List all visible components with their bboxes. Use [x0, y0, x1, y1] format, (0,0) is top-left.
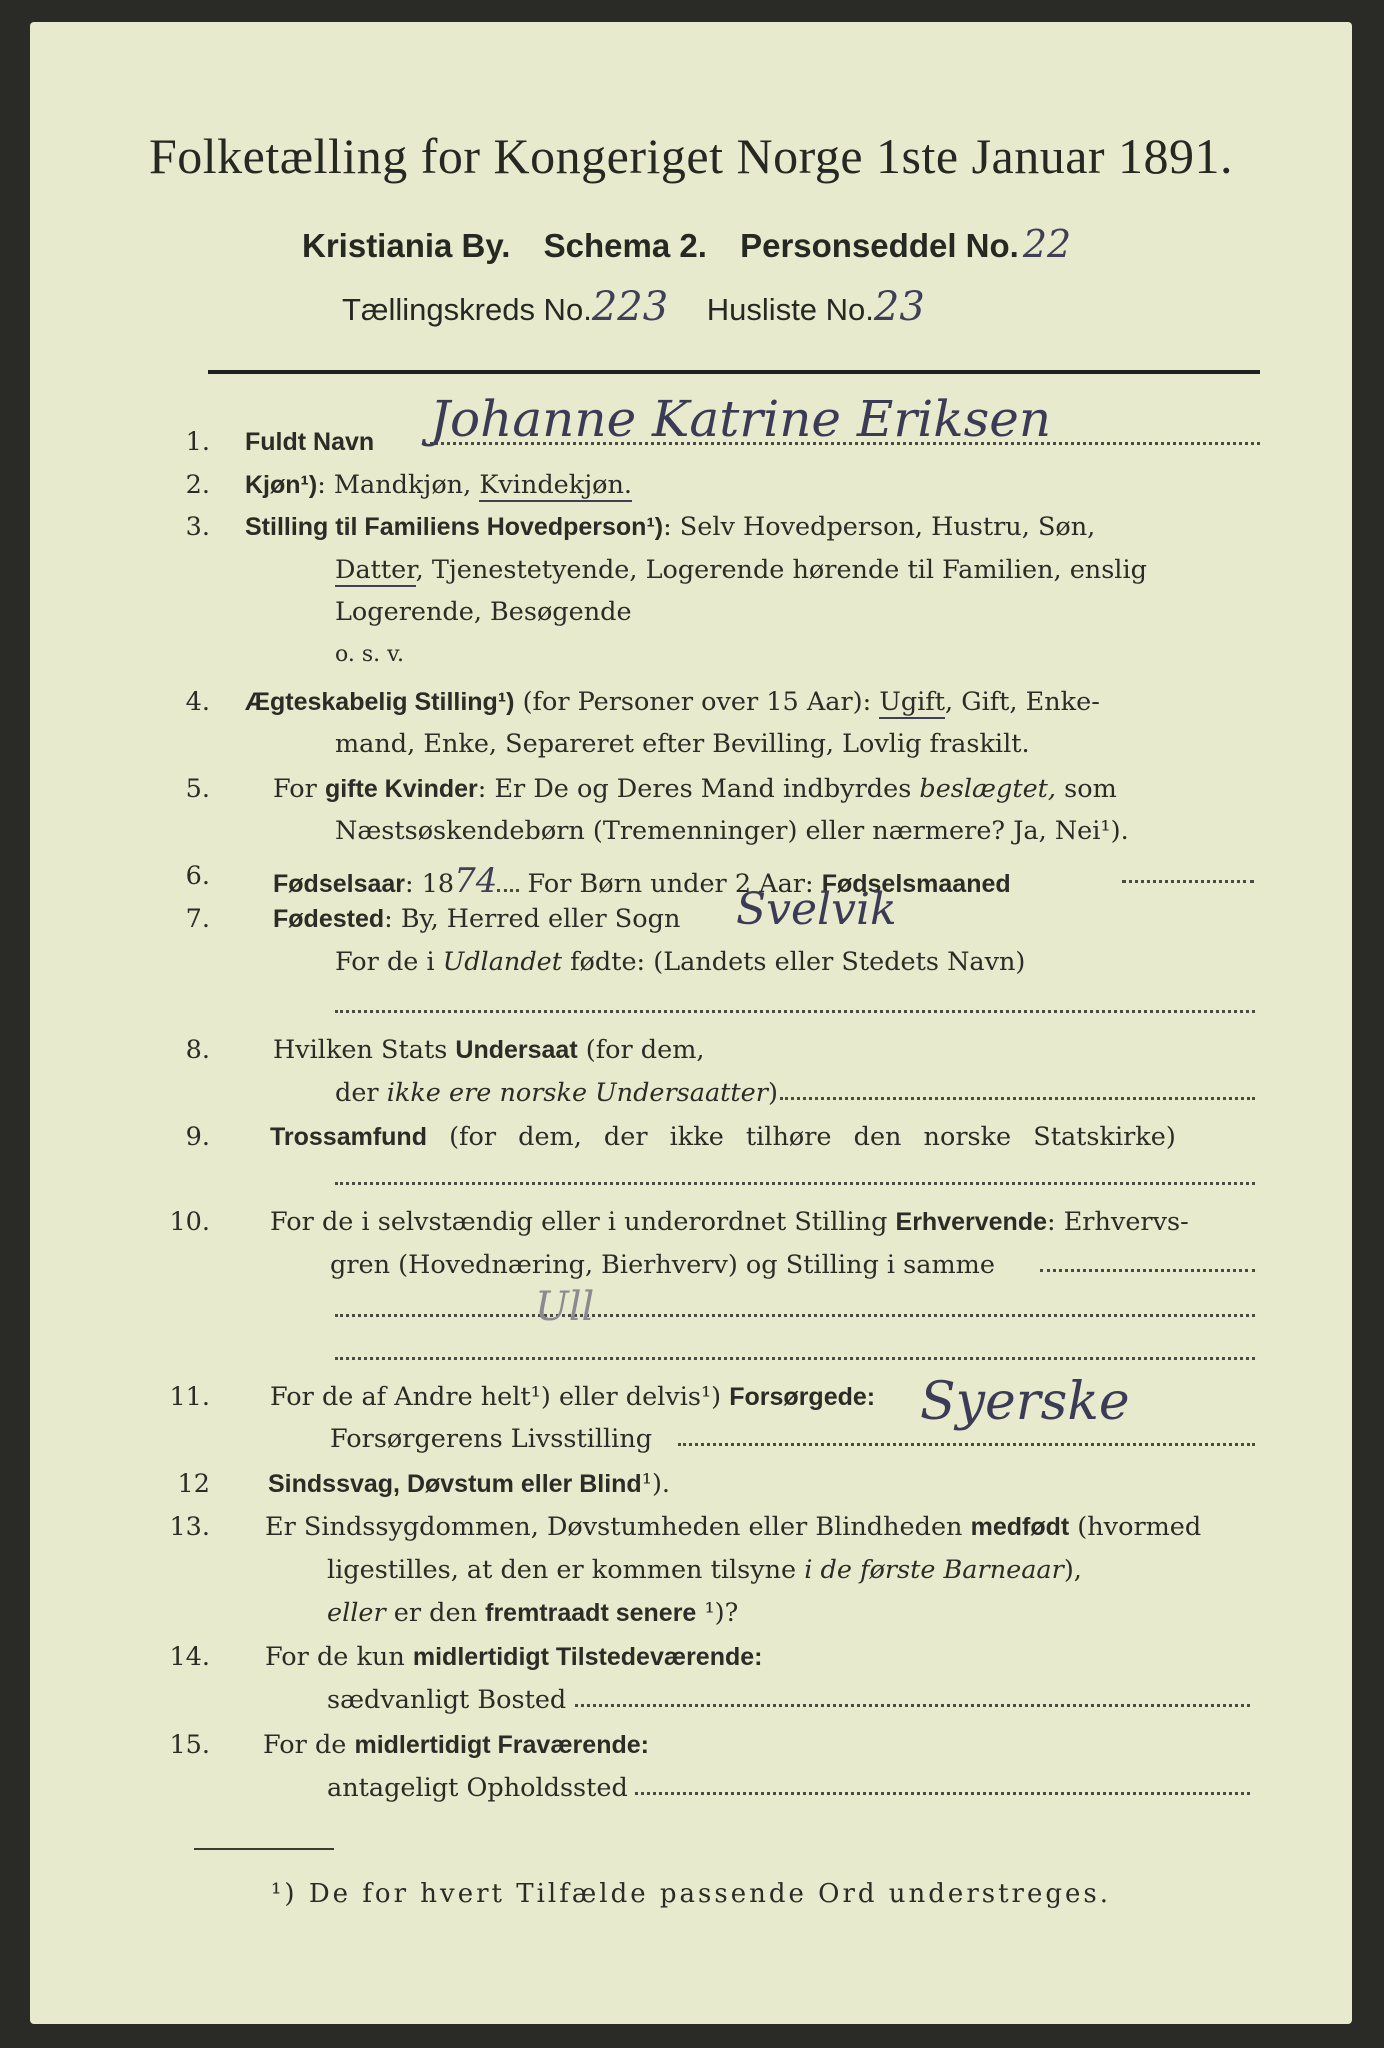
temporary-present-line-1: For de kun midlertidigt Tilstedeværende: — [265, 1642, 763, 1672]
form-title: Folketælling for Kongeriget Norge 1ste Januar 1891. — [148, 128, 1234, 184]
item-number: 4. — [185, 687, 210, 717]
item-number: 3. — [185, 512, 210, 542]
supported-line-1: For de af Andre helt¹) eller delvis¹) Forsørgede: — [270, 1382, 876, 1412]
selected-position: Datter — [335, 555, 416, 585]
temporary-present-line-2: sædvanligt Bosted — [327, 1685, 567, 1715]
citizenship-line-2: der ikke ere norske Undersaatter) — [335, 1078, 778, 1108]
congenital-line-3: eller er den fremtraadt senere ¹)? — [327, 1598, 739, 1628]
congenital-line-1: Er Sindssygdommen, Døvstumheden eller Blindheden medfødt (hvormed — [265, 1512, 1202, 1542]
selected-gender: Kvindekjøn. — [479, 470, 633, 500]
item-number: 6. — [185, 861, 210, 891]
schema-line — [302, 222, 1071, 266]
footnote-rule — [194, 1848, 334, 1850]
occupation-dotted-line-3 — [335, 1357, 1255, 1360]
family-position-line-3: Logerende, Besøgende — [335, 597, 632, 627]
gender-line: Kjøn¹): Mandkjøn, Kvindekjøn. — [245, 470, 633, 500]
disability-line: Sindssvag, Døvstum eller Blind¹). — [268, 1469, 670, 1499]
husliste-label: Husliste No. — [706, 292, 874, 327]
city-label: Kristiania By. — [302, 227, 511, 264]
citizenship-dotted-line — [780, 1097, 1255, 1100]
married-women-line-1: For gifte Kvinder: Er De og Deres Mand indbyrdes beslægtet, som — [273, 774, 1117, 804]
selected-marital: Ugift — [879, 687, 945, 717]
religion-line: Trossamfund (for dem, der ikke tilhøre den norske Statskirke) — [270, 1122, 1176, 1152]
supporter-occupation-value: Syerske — [920, 1372, 1130, 1432]
item-number: 9. — [185, 1122, 210, 1152]
personseddel-label: Personseddel No. — [740, 227, 1019, 264]
item-number: 13. — [169, 1512, 210, 1542]
supported-line-2: Forsørgerens Livsstilling — [330, 1424, 653, 1454]
item-number: 10. — [169, 1207, 210, 1237]
marital-line-2: mand, Enke, Separeret efter Bevilling, Lovlig fraskilt. — [335, 729, 1030, 759]
supported-dotted-line — [678, 1443, 1255, 1446]
full-name-label: Fuldt Navn — [245, 428, 375, 456]
birth-month-dotted-line — [1122, 880, 1254, 883]
temporary-absent-line-2: antageligt Opholdssted — [327, 1773, 628, 1803]
item-number: 5. — [185, 774, 210, 804]
item-number: 7. — [185, 904, 210, 934]
item-number: 11. — [169, 1382, 210, 1412]
family-position-line-2: Datter, Tjenestetyende, Logerende hørende til Familien, enslig — [335, 555, 1147, 585]
occupation-mark: Ull — [535, 1284, 595, 1330]
temporary-absent-line-1: For de midlertidigt Fraværende: — [263, 1730, 649, 1760]
item-number: 14. — [169, 1642, 210, 1672]
religion-dotted-line — [335, 1182, 1255, 1185]
occupation-line-2: gren (Hovednæring, Bierhverv) og Stilling i samme — [330, 1250, 995, 1280]
usual-residence-dotted-line — [575, 1704, 1250, 1707]
married-women-line-2: Næstsøskendebørn (Tremenninger) eller nærmere? Ja, Nei¹). — [335, 816, 1129, 846]
birthplace-line-2: For de i Udlandet fødte: (Landets eller Stedets Navn) — [335, 947, 1026, 977]
item-number: 12 — [177, 1469, 210, 1499]
item-number: 15. — [169, 1730, 210, 1760]
district-number: 223 — [591, 284, 669, 330]
family-position-line-1: Stilling til Familiens Hovedperson¹): Selv Hovedperson, Hustru, Søn, — [245, 512, 1096, 542]
footnote: ¹) De for hvert Tilfælde passende Ord understreges. — [270, 1879, 1111, 1909]
marital-line-1: Ægteskabelig Stilling¹) (for Personer over 15 Aar): Ugift, Gift, Enke- — [245, 687, 1100, 717]
item-number: 2. — [185, 470, 210, 500]
occupation-dotted-line-2 — [335, 1314, 1255, 1317]
full-name-value: Johanne Katrine Eriksen — [430, 390, 1052, 448]
item-number: 1. — [185, 427, 210, 457]
family-position-line-4: o. s. v. — [335, 642, 404, 667]
birthplace-dotted-line — [335, 1010, 1255, 1013]
husliste-number: 23 — [873, 284, 925, 330]
birthplace-value: Svelvik — [736, 884, 897, 935]
stay-location-dotted-line — [635, 1792, 1250, 1795]
item-number: 8. — [185, 1035, 210, 1065]
personseddel-number: 22 — [1022, 222, 1072, 266]
birthplace-line-1: Fødested: By, Herred eller Sogn — [273, 904, 681, 934]
header-rule — [208, 370, 1260, 374]
census-form — [30, 22, 1352, 2024]
citizenship-line-1: Hvilken Stats Undersaat (for dem, — [273, 1035, 705, 1065]
occupation-dotted-line-1 — [1040, 1269, 1255, 1272]
district-label: Tællingskreds No. — [342, 292, 592, 327]
schema-label: Schema 2. — [543, 227, 707, 264]
district-line — [342, 284, 925, 330]
birth-year-value: 74 — [454, 861, 498, 901]
occupation-line-1: For de i selvstændig eller i underordnet Stilling Erhvervende: Erhvervs- — [270, 1207, 1189, 1237]
birth-year-line: Fødselsaar: 1874 For Børn under 2 Aar: Fødselsmaaned — [273, 861, 1011, 901]
congenital-line-2: ligestilles, at den er kommen tilsyne i de første Barneaar), — [327, 1555, 1082, 1585]
